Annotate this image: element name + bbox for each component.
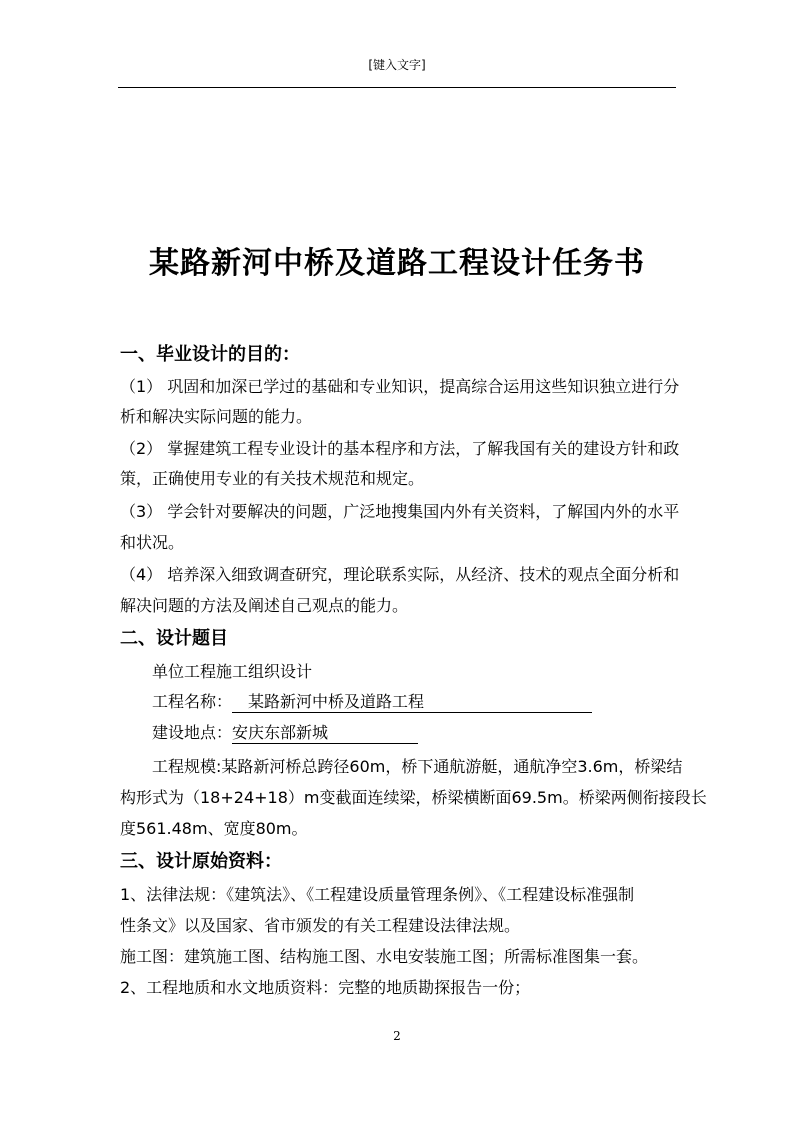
section1-item3-line2: 和状况。 xyxy=(120,533,185,552)
section1-heading: 一、毕业设计的目的： xyxy=(120,344,300,365)
section1-item1-line2: 析和解决实际问题的能力。 xyxy=(120,407,313,426)
drawings-line: 施工图：建筑施工图、结构施工图、水电安装施工图；所需标准图集一套。 xyxy=(120,947,649,966)
section1-item3-line1: （3） 学会针对要解决的问题，广泛地搜集国内外有关资料，了解国内外的水平 xyxy=(120,502,680,521)
geology-line: 2、工程地质和水文地质资料：完整的地质勘探报告一份； xyxy=(120,978,531,997)
project-scale-line3: 度561.48m、宽度80m。 xyxy=(120,819,308,838)
header-divider xyxy=(118,87,676,88)
location-value: 安庆东部新城 xyxy=(232,723,418,744)
project-name-value: 某路新河中桥及道路工程 xyxy=(232,692,592,713)
section1-item2-line2: 策，正确使用专业的有关技术规范和规定。 xyxy=(120,469,425,488)
section1-item4-line1: （4） 培养深入细致调查研究，理论联系实际，从经济、技术的观点全面分析和 xyxy=(120,565,680,584)
section1-item2-line1: （2） 掌握建筑工程专业设计的基本程序和方法，了解我国有关的建设方针和政 xyxy=(120,439,680,458)
project-scale-line2: 构形式为（18+24+18）m变截面连续梁，桥梁横断面69.5m。桥梁两侧衔接段长 xyxy=(120,788,707,807)
document-title: 某路新河中桥及道路工程设计任务书 xyxy=(149,246,645,281)
page-header-placeholder: [键入文字] xyxy=(368,58,426,72)
law-line2: 性条文》以及国家、省市颁发的有关工程建设法律法规。 xyxy=(120,916,521,935)
project-scale-line1: 工程规模:某路新河桥总跨径60m，桥下通航游艇，通航净空3.6m，桥梁结 xyxy=(152,757,683,776)
location-row xyxy=(152,721,712,745)
project-name-row xyxy=(152,690,712,714)
design-topic: 单位工程施工组织设计 xyxy=(152,662,313,681)
page-number: 2 xyxy=(393,1029,401,1043)
section1-item1-line1: （1） 巩固和加深已学过的基础和专业知识，提高综合运用这些知识独立进行分 xyxy=(120,377,680,396)
law-line1: 1、法律法规：《建筑法》、《工程建设质量管理条例》、《工程建设标准强制 xyxy=(120,885,635,904)
section1-item4-line2: 解决问题的方法及阐述自己观点的能力。 xyxy=(120,596,409,615)
section3-heading: 三、设计原始资料： xyxy=(120,851,282,872)
section2-heading: 二、设计题目 xyxy=(120,628,228,649)
location-label: 建设地点： xyxy=(152,723,233,742)
project-name-label: 工程名称： xyxy=(152,692,233,711)
